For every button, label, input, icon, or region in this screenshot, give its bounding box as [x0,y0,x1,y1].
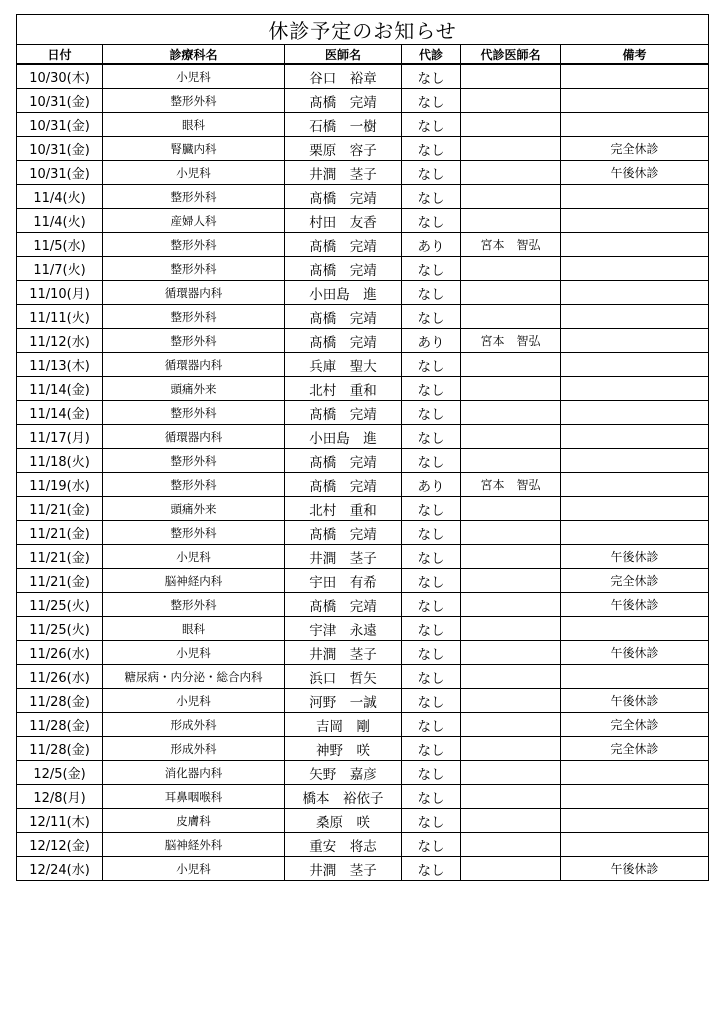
substitute-cell: なし [402,137,461,161]
notes-cell [561,809,709,833]
notes-cell [561,185,709,209]
substitute-cell: なし [402,497,461,521]
table-row [17,305,709,329]
date-cell: 11/21(金) [17,545,103,569]
doctor-cell: 髙橋 完靖 [285,233,402,257]
department-cell: 整形外科 [103,185,285,209]
date-cell: 11/19(水) [17,473,103,497]
substitute-doctor-cell [461,569,561,593]
table-row [17,401,709,425]
department-cell: 耳鼻咽喉科 [103,785,285,809]
substitute-doctor-cell: 宮本 智弘 [461,473,561,497]
date-cell: 11/4(火) [17,185,103,209]
date-cell: 11/21(金) [17,521,103,545]
doctor-cell: 北村 重和 [285,497,402,521]
notes-cell [561,257,709,281]
substitute-cell: なし [402,569,461,593]
notes-cell: 午後休診 [561,161,709,185]
table-row [17,281,709,305]
notes-cell [561,64,709,89]
notes-cell: 完全休診 [561,737,709,761]
table-row [17,185,709,209]
notes-cell [561,449,709,473]
date-cell: 11/5(水) [17,233,103,257]
date-cell: 11/11(火) [17,305,103,329]
notes-cell [561,281,709,305]
table-row [17,761,709,785]
date-cell: 12/24(水) [17,857,103,881]
doctor-cell: 栗原 容子 [285,137,402,161]
notes-cell [561,377,709,401]
substitute-doctor-cell: 宮本 智弘 [461,329,561,353]
notes-cell: 午後休診 [561,545,709,569]
substitute-cell: なし [402,89,461,113]
substitute-doctor-cell [461,497,561,521]
table-row [17,713,709,737]
department-cell: 小児科 [103,161,285,185]
substitute-cell: なし [402,737,461,761]
notes-cell: 完全休診 [561,137,709,161]
substitute-cell: なし [402,713,461,737]
doctor-cell: 谷口 裕章 [285,64,402,89]
notes-cell [561,329,709,353]
substitute-doctor-cell [461,521,561,545]
date-cell: 11/18(火) [17,449,103,473]
notes-cell [561,761,709,785]
table-row [17,473,709,497]
notes-cell [561,353,709,377]
title-row [17,15,709,45]
substitute-doctor-cell [461,209,561,233]
substitute-cell: なし [402,257,461,281]
table-row [17,209,709,233]
header-doctor: 医師名 [285,45,402,65]
substitute-cell: なし [402,64,461,89]
substitute-doctor-cell [461,401,561,425]
notes-cell [561,233,709,257]
date-cell: 11/21(金) [17,569,103,593]
department-cell: 産婦人科 [103,209,285,233]
department-cell: 循環器内科 [103,281,285,305]
notes-cell: 午後休診 [561,641,709,665]
substitute-cell: なし [402,617,461,641]
doctor-cell: 北村 重和 [285,377,402,401]
substitute-cell: なし [402,113,461,137]
doctor-cell: 小田島 進 [285,281,402,305]
department-cell: 形成外科 [103,737,285,761]
header-substitute: 代診 [402,45,461,65]
notes-cell: 午後休診 [561,689,709,713]
substitute-doctor-cell [461,137,561,161]
substitute-doctor-cell [461,833,561,857]
doctor-cell: 河野 一誠 [285,689,402,713]
table-row [17,809,709,833]
substitute-doctor-cell [461,305,561,329]
notes-cell [561,401,709,425]
table-row [17,785,709,809]
substitute-cell: なし [402,785,461,809]
table-row [17,233,709,257]
doctor-cell: 浜口 哲矢 [285,665,402,689]
table-row [17,449,709,473]
notes-cell [561,521,709,545]
date-cell: 11/13(木) [17,353,103,377]
table-row [17,137,709,161]
table-row [17,665,709,689]
doctor-cell: 髙橋 完靖 [285,593,402,617]
notes-cell [561,305,709,329]
date-cell: 11/28(金) [17,737,103,761]
header-date: 日付 [17,45,103,65]
notes-cell [561,833,709,857]
doctor-cell: 井澗 茎子 [285,545,402,569]
department-cell: 整形外科 [103,257,285,281]
date-cell: 12/5(金) [17,761,103,785]
date-cell: 11/26(水) [17,641,103,665]
notes-cell: 午後休診 [561,593,709,617]
notes-cell [561,209,709,233]
substitute-cell: なし [402,689,461,713]
doctor-cell: 桑原 咲 [285,809,402,833]
doctor-cell: 神野 咲 [285,737,402,761]
department-cell: 整形外科 [103,329,285,353]
substitute-cell: なし [402,593,461,617]
department-cell: 小児科 [103,857,285,881]
date-cell: 10/31(金) [17,137,103,161]
department-cell: 消化器内科 [103,761,285,785]
date-cell: 12/8(月) [17,785,103,809]
table-row [17,593,709,617]
closure-schedule-table [16,14,709,881]
date-cell: 12/11(木) [17,809,103,833]
date-cell: 10/31(金) [17,113,103,137]
substitute-cell: なし [402,281,461,305]
department-cell: 整形外科 [103,593,285,617]
department-cell: 循環器内科 [103,425,285,449]
substitute-doctor-cell [461,617,561,641]
department-cell: 整形外科 [103,401,285,425]
substitute-doctor-cell [461,713,561,737]
department-cell: 頭痛外来 [103,377,285,401]
substitute-cell: なし [402,641,461,665]
notes-cell: 午後休診 [561,857,709,881]
doctor-cell: 髙橋 完靖 [285,449,402,473]
table-row [17,545,709,569]
department-cell: 整形外科 [103,449,285,473]
substitute-cell: なし [402,545,461,569]
table-row [17,353,709,377]
notes-cell: 完全休診 [561,569,709,593]
notes-cell [561,473,709,497]
notes-cell [561,497,709,521]
doctor-cell: 髙橋 完靖 [285,185,402,209]
doctor-cell: 髙橋 完靖 [285,521,402,545]
substitute-cell: なし [402,761,461,785]
substitute-cell: なし [402,401,461,425]
header-department: 診療科名 [103,45,285,65]
doctor-cell: 宇田 有希 [285,569,402,593]
doctor-cell: 髙橋 完靖 [285,329,402,353]
department-cell: 糖尿病・内分泌・総合内科 [103,665,285,689]
date-cell: 12/12(金) [17,833,103,857]
substitute-doctor-cell [461,257,561,281]
substitute-doctor-cell [461,809,561,833]
substitute-doctor-cell [461,785,561,809]
date-cell: 11/14(金) [17,401,103,425]
substitute-cell: なし [402,161,461,185]
table-row [17,689,709,713]
department-cell: 循環器内科 [103,353,285,377]
department-cell: 整形外科 [103,89,285,113]
doctor-cell: 重安 将志 [285,833,402,857]
department-cell: 小児科 [103,64,285,89]
date-cell: 10/31(金) [17,161,103,185]
doctor-cell: 宇津 永遠 [285,617,402,641]
department-cell: 整形外科 [103,521,285,545]
date-cell: 11/7(火) [17,257,103,281]
substitute-doctor-cell [461,353,561,377]
department-cell: 小児科 [103,545,285,569]
department-cell: 脳神経内科 [103,569,285,593]
table-row [17,161,709,185]
doctor-cell: 髙橋 完靖 [285,401,402,425]
substitute-doctor-cell [461,857,561,881]
notes-cell [561,665,709,689]
substitute-doctor-cell [461,281,561,305]
date-cell: 11/25(火) [17,593,103,617]
department-cell: 眼科 [103,617,285,641]
doctor-cell: 髙橋 完靖 [285,89,402,113]
department-cell: 整形外科 [103,473,285,497]
substitute-cell: なし [402,521,461,545]
substitute-doctor-cell [461,185,561,209]
department-cell: 皮膚科 [103,809,285,833]
department-cell: 整形外科 [103,305,285,329]
table-row [17,113,709,137]
substitute-doctor-cell [461,545,561,569]
table-row [17,737,709,761]
table-row [17,617,709,641]
table-row [17,64,709,89]
table-row [17,497,709,521]
date-cell: 10/31(金) [17,89,103,113]
date-cell: 11/12(水) [17,329,103,353]
substitute-cell: なし [402,833,461,857]
substitute-cell: あり [402,329,461,353]
substitute-cell: あり [402,233,461,257]
doctor-cell: 兵庫 聖大 [285,353,402,377]
department-cell: 眼科 [103,113,285,137]
substitute-doctor-cell [461,64,561,89]
doctor-cell: 橋本 裕依子 [285,785,402,809]
substitute-doctor-cell: 宮本 智弘 [461,233,561,257]
substitute-cell: なし [402,377,461,401]
substitute-cell: なし [402,425,461,449]
header-row [17,45,709,65]
table-row [17,641,709,665]
substitute-doctor-cell [461,689,561,713]
substitute-cell: なし [402,185,461,209]
date-cell: 11/17(月) [17,425,103,449]
table-row [17,425,709,449]
doctor-cell: 矢野 嘉彦 [285,761,402,785]
date-cell: 11/14(金) [17,377,103,401]
doctor-cell: 井澗 茎子 [285,857,402,881]
department-cell: 小児科 [103,689,285,713]
notes-cell [561,785,709,809]
department-cell: 形成外科 [103,713,285,737]
doctor-cell: 吉岡 剛 [285,713,402,737]
substitute-cell: なし [402,857,461,881]
page-title: 休診予定のお知らせ [17,15,709,45]
notes-cell [561,113,709,137]
date-cell: 11/10(月) [17,281,103,305]
substitute-doctor-cell [461,377,561,401]
table-row [17,857,709,881]
date-cell: 11/4(火) [17,209,103,233]
substitute-cell: なし [402,449,461,473]
date-cell: 10/30(木) [17,64,103,89]
notes-cell: 完全休診 [561,713,709,737]
doctor-cell: 髙橋 完靖 [285,305,402,329]
header-substitute-doctor: 代診医師名 [461,45,561,65]
doctor-cell: 小田島 進 [285,425,402,449]
notes-cell [561,89,709,113]
table-row [17,257,709,281]
substitute-cell: なし [402,209,461,233]
substitute-doctor-cell [461,761,561,785]
table-row [17,833,709,857]
substitute-cell: なし [402,353,461,377]
substitute-doctor-cell [461,113,561,137]
header-notes: 備考 [561,45,709,65]
substitute-doctor-cell [461,641,561,665]
notes-cell [561,617,709,641]
department-cell: 腎臓内科 [103,137,285,161]
substitute-cell: なし [402,665,461,689]
notes-cell [561,425,709,449]
department-cell: 脳神経外科 [103,833,285,857]
substitute-doctor-cell [461,161,561,185]
date-cell: 11/25(火) [17,617,103,641]
substitute-cell: あり [402,473,461,497]
doctor-cell: 村田 友香 [285,209,402,233]
table-row [17,329,709,353]
table-row [17,89,709,113]
date-cell: 11/28(金) [17,713,103,737]
substitute-cell: なし [402,305,461,329]
date-cell: 11/21(金) [17,497,103,521]
schedule-rows [17,64,709,881]
substitute-doctor-cell [461,89,561,113]
substitute-doctor-cell [461,665,561,689]
doctor-cell: 井澗 茎子 [285,641,402,665]
substitute-doctor-cell [461,737,561,761]
substitute-cell: なし [402,809,461,833]
substitute-doctor-cell [461,593,561,617]
doctor-cell: 髙橋 完靖 [285,473,402,497]
department-cell: 整形外科 [103,233,285,257]
table-row [17,377,709,401]
table-row [17,569,709,593]
date-cell: 11/26(水) [17,665,103,689]
table-row [17,521,709,545]
substitute-doctor-cell [461,449,561,473]
doctor-cell: 石橋 一樹 [285,113,402,137]
department-cell: 頭痛外来 [103,497,285,521]
doctor-cell: 井澗 茎子 [285,161,402,185]
substitute-doctor-cell [461,425,561,449]
date-cell: 11/28(金) [17,689,103,713]
department-cell: 小児科 [103,641,285,665]
doctor-cell: 髙橋 完靖 [285,257,402,281]
